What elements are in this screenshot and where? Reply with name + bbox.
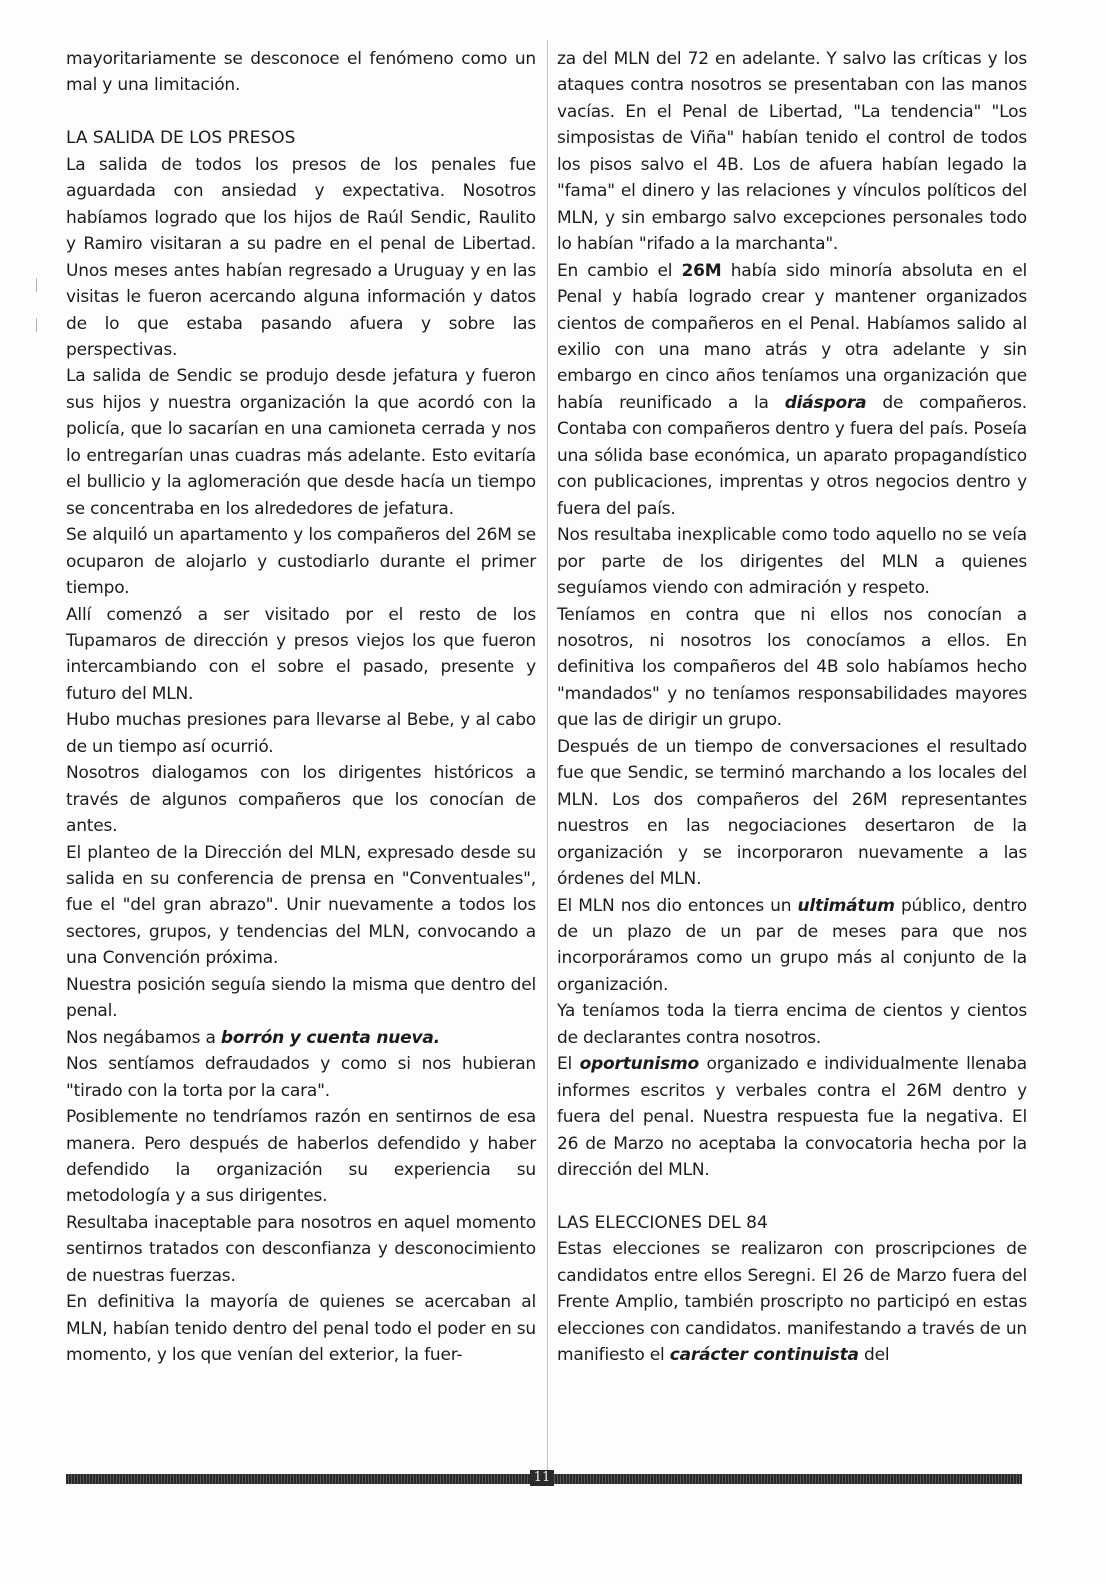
paragraph	[557, 258, 1027, 523]
left-column	[66, 46, 536, 1369]
text-run: de compañeros. Contaba con compañeros dentro y fuera del país. Poseía una sólida base económica, un aparato propagandístico con publicaciones, imprentas y otros negocios dentro y fuera del país.	[557, 392, 1027, 519]
column-divider	[547, 40, 548, 1480]
text-run: organizado e individualmente llenaba informes escritos y verbales contra el 26M dentro y fuera del penal. Nuestra respuesta fue la negativa. El 26 de Marzo no aceptaba la convocatoria hecha por la dirección del MLN.	[557, 1054, 1027, 1181]
emphasis-text: diáspora	[784, 392, 867, 413]
paragraph: Nosotros dialogamos con los dirigentes históricos a través de algunos compañeros que los conocían de antes.	[66, 763, 536, 837]
paragraph: Después de un tiempo de conversaciones el resultado fue que Sendic, se terminó marchando a los locales del MLN. Los dos compañeros del 26M representantes nuestros en las negociaciones desertaron de la organización y se incorporaron nuevamente a las órdenes del MLN.	[557, 736, 1027, 890]
paragraph: Teníamos en contra que ni ellos nos conocían a nosotros, ni nosotros los conocíamos a ellos. En definitiva los compañeros del 4B solo habíamos hecho "mandados" y no teníamos responsabilidades mayores que las de dirigir un grupo.	[557, 604, 1027, 731]
section-heading-elecciones: LAS ELECCIONES DEL 84	[557, 1212, 768, 1233]
paragraph	[66, 1025, 536, 1051]
text-run: Estas elecciones se realizaron con proscripciones de candidatos entre ellos Seregni. El 26 de Marzo fuera del Frente Amplio, también proscripto no participó en estas elecciones con candidatos. manifestando a través de un manifiesto el	[557, 1239, 1027, 1366]
right-column	[557, 46, 1027, 1369]
paragraph: mayoritariamente se desconoce el fenómeno como un mal y una limitación.	[66, 49, 536, 96]
text-run: Nos negábamos a	[66, 1027, 221, 1048]
page-number: 11	[530, 1470, 554, 1486]
emphasis-text: carácter continuista	[669, 1345, 859, 1366]
paragraph	[557, 1051, 1027, 1183]
scan-edge-mark	[36, 278, 37, 292]
text-run: El	[557, 1054, 580, 1075]
paragraph	[557, 893, 1027, 999]
emphasis-text: borrón y cuenta nueva.	[220, 1027, 440, 1048]
emphasis-text: ultimátum	[797, 895, 895, 916]
emphasis-text: oportunismo	[579, 1054, 699, 1075]
paragraph: Allí comenzó a ser visitado por el resto de los Tupamaros de dirección y presos viejos los que fueron intercambiando con el sobre el pasado, presente y futuro del MLN.	[66, 604, 536, 704]
paragraph: La salida de todos los presos de los penales fue aguardada con ansiedad y expectativa. Nosotros habíamos logrado que los hijos de Raúl Sendic, Raulito y Ramiro visitaran a su padre en el penal de Libertad. Unos meses antes habían regresado a Uruguay y en las visitas le fueron acercando alguna información y datos de lo que estaba pasando afuera y sobre las perspectivas.	[66, 154, 536, 360]
paragraph-gap	[66, 99, 536, 125]
text-run: En cambio el	[557, 260, 682, 281]
paragraph: Hubo muchas presiones para llevarse al Bebe, y al cabo de un tiempo así ocurrió.	[66, 710, 536, 757]
text-run: había sido minoría absoluta en el Penal y había logrado crear y mantener organizados cientos de compañeros en el Penal. Habíamos salido al exilio con una mano atrás y otra adelante y sin embargo en cinco años teníamos una organización que había reunificado a la	[557, 260, 1027, 413]
paragraph: Se alquiló un apartamento y los compañeros del 26M se ocuparon de alojarlo y custodiarlo durante el primer tiempo.	[66, 525, 536, 599]
paragraph: Posiblemente no tendríamos razón en sentirnos de esa manera. Pero después de haberlos defendido y haber defendido la organización su experiencia su metodología y a sus dirigentes.	[66, 1107, 536, 1207]
paragraph-gap	[557, 1183, 1027, 1209]
paragraph: Nuestra posición seguía siendo la misma que dentro del penal.	[66, 974, 536, 1022]
paragraph: Ya teníamos toda la tierra encima de cientos y cientos de declarantes contra nosotros.	[557, 1001, 1027, 1048]
scan-edge-mark	[36, 318, 37, 332]
text-run: El MLN nos dio entonces un	[557, 895, 798, 916]
paragraph: Nos sentíamos defraudados y como si nos hubieran "tirado con la torta por la cara".	[66, 1054, 536, 1101]
paragraph: La salida de Sendic se produjo desde jefatura y fueron sus hijos y nuestra organización la que acordó con la policía, que lo sacarían en una camioneta cerrada y nos lo entregarían unas cuadras más adelante. Esto evitaría el bullicio y la aglomeración que desde hacía un tiempo se concentraba en los alrededores de jefatura.	[66, 366, 536, 519]
paragraph: En definitiva la mayoría de quienes se acercaban al MLN, habían tenido dentro del penal todo el poder en su momento, y los que venían del exterior, la fuer-	[66, 1292, 536, 1366]
bold-text: 26M	[681, 260, 722, 281]
section-heading-presos: LA SALIDA DE LOS PRESOS	[66, 128, 296, 149]
paragraph: Nos resultaba inexplicable como todo aquello no se veía por parte de los dirigentes del MLN a quienes seguíamos viendo con admiración y respeto.	[557, 525, 1027, 599]
paragraph: za del MLN del 72 en adelante. Y salvo las críticas y los ataques contra nosotros se presentaban con las manos vacías. En el Penal de Libertad, "La tendencia" "Los simposistas de Viña" habían tenido el control de todos los pisos salvo el 4B. Los de afuera habían legado la "fama" el dinero y las relaciones y vínculos políticos del MLN, y sin embargo salvo excepciones personales todo lo habían "rifado a la marchanta".	[557, 49, 1027, 255]
text-run: del	[858, 1345, 890, 1366]
paragraph: Resultaba inaceptable para nosotros en aquel momento sentirnos tratados con desconfianza y desconocimiento de nuestras fuerzas.	[66, 1212, 536, 1286]
text-run: público, dentro de un plazo de un par de meses para que nos incorporáramos como un grupo más al conjunto de la organización.	[557, 895, 1027, 995]
paragraph	[557, 1236, 1027, 1368]
paragraph: El planteo de la Dirección del MLN, expresado desde su salida en su conferencia de prensa en "Conventuales", fue el "del gran abrazo". Unir nuevamente a todos los sectores, grupos, y tendencias del MLN, convocando a una Convención próxima.	[66, 842, 536, 969]
